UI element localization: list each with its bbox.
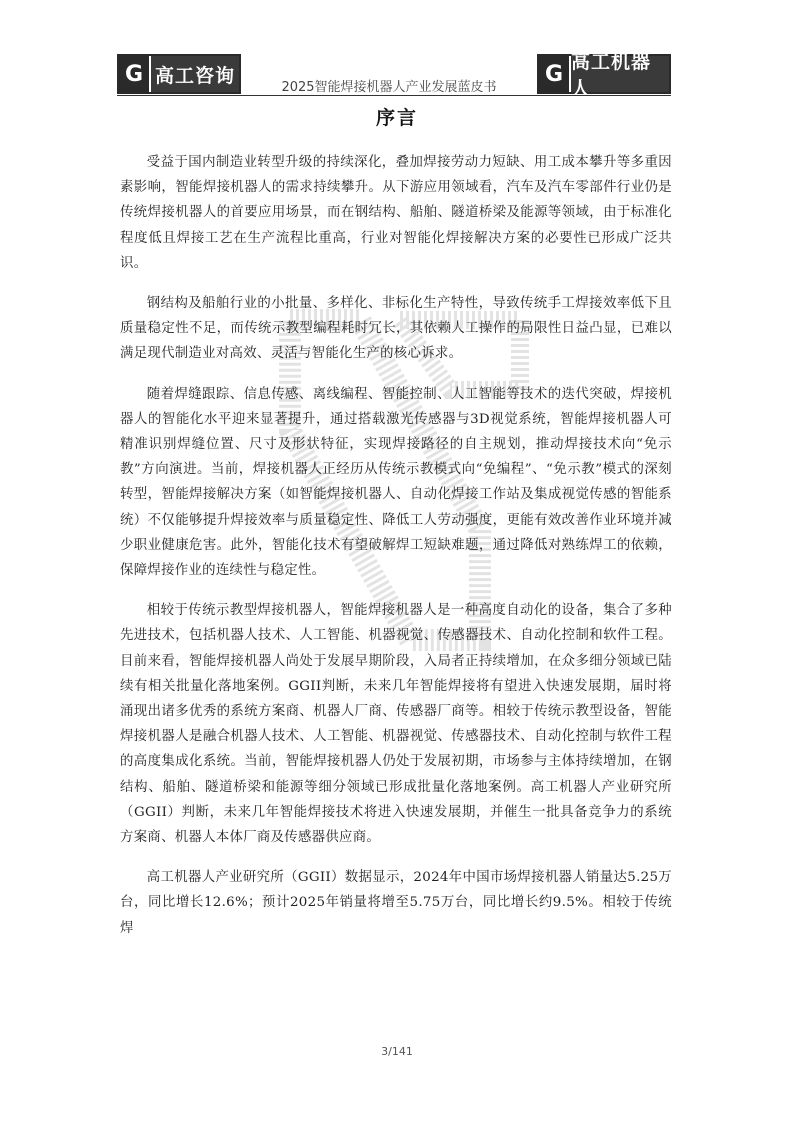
page-header bbox=[117, 50, 671, 100]
header-divider bbox=[117, 95, 671, 96]
paragraph: 钢结构及船舶行业的小批量、多样化、非标化生产特性，导致传统手工焊接效率低下且质量稳定性不足，而传统示教型编程耗时冗长，其依赖人工操作的局限性日益凸显，已难以满足现代制造业对高效、灵活与智能化生产的核心诉求。 bbox=[120, 296, 672, 362]
page-number: 3/141 bbox=[381, 1045, 413, 1058]
logo-mark: G bbox=[539, 56, 569, 92]
paragraph: 相较于传统示教型焊接机器人，智能焊接机器人是一种高度自动化的设备，集合了多种先进技术，包括机器人技术、人工智能、机器视觉、传感器技术、自动化控制和软件工程。目前来看，智能焊接机器人尚处于发展早期阶段，入局者正持续增加，在众多细分领域已陆续有相关批量化落地案例。GGII判断，未来几年智能焊接将有望进入快速发展期，届时将涌现出诸多优秀的系统方案商、机器人厂商、传感器厂商等。相较于传统示教型设备，智能焊接机器人是融合机器人技术、人工智能、机器视觉、传感器技术、自动化控制与软件工程的高度集成化系统。当前，智能焊接机器人仍处于发展初期，市场参与主体持续增加，在钢结构、船舶、隧道桥梁和能源等细分领域已形成批量化落地案例。高工机器人产业研究所（GGII）判断，未来几年智能焊接技术将进入快速发展期，并催生一批具备竞争力的系统方案商、机器人本体厂商及传感器供应商。 bbox=[120, 603, 672, 846]
gaogong-consulting-logo bbox=[117, 54, 241, 94]
paragraph: 受益于国内制造业转型升级的持续深化，叠加焊接劳动力短缺、用工成本攀升等多重因素影响，智能焊接机器人的需求持续攀升。从下游应用领域看，汽车及汽车零部件行业仍是传统焊接机器人的首要应用场景，而在钢结构、船舶、隧道桥梁及能源等领域，由于标准化程度低且焊接工艺在生产流程比重高，行业对智能化焊接解决方案的必要性已形成广泛共识。 bbox=[120, 155, 672, 271]
logo-text: 高工咨询 bbox=[151, 56, 239, 92]
page-title: 序言 bbox=[375, 107, 418, 129]
paragraph: 高工机器人产业研究所（GGII）数据显示，2024年中国市场焊接机器人销量达5.25万台，同比增长12.6%；预计2025年销量将增至5.75万台，同比增长约9.5%。相较于传统焊 bbox=[120, 870, 672, 936]
paragraph: 随着焊缝跟踪、信息传感、离线编程、智能控制、人工智能等技术的迭代突破，焊接机器人的智能化水平迎来显著提升，通过搭载激光传感器与3D视觉系统，智能焊接机器人可精准识别焊缝位置、尺寸及形状特征，实现焊接路径的自主规划，推动焊接技术向“免示教”方向演进。当前，焊接机器人正经历从传统示教模式向“免编程”、“免示教”模式的深刻转型，智能焊接解决方案（如智能焊接机器人、自动化焊接工作站及集成视觉传感的智能系统）不仅能够提升焊接效率与质量稳定性、降低工人劳动强度，更能有效改善作业环境并减少职业健康危害。此外，智能化技术有望破解焊工短缺难题，通过降低对熟练焊工的依赖，保障焊接作业的连续性与稳定性。 bbox=[120, 386, 672, 579]
document-body bbox=[120, 150, 672, 956]
logo-mark: G bbox=[119, 56, 149, 92]
gaogong-robot-logo bbox=[537, 51, 671, 100]
logo-text: 高工机器人 bbox=[571, 56, 669, 92]
header-title: 2025智能焊接机器人产业发展蓝皮书 bbox=[281, 80, 497, 95]
